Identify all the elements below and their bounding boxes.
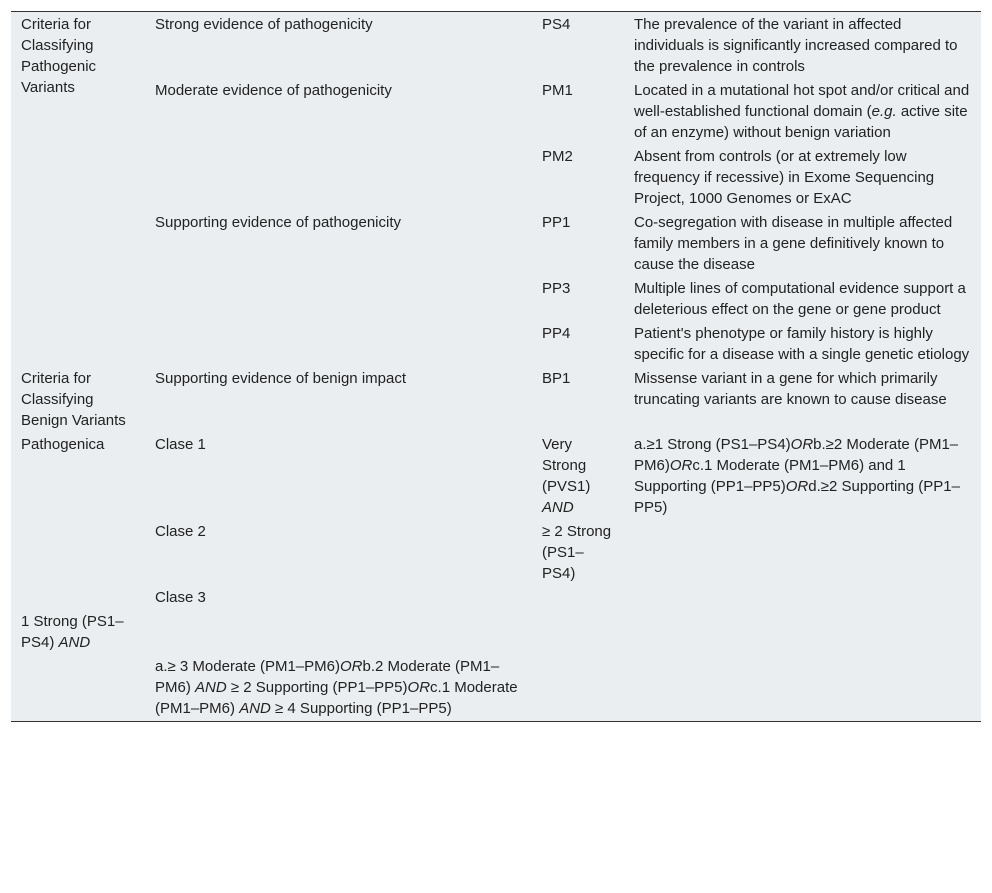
description-pp4: Patient's phenotype or family history is highly specific for a disease with a single genetic etiology xyxy=(634,325,970,363)
description-ps4: The prevalence of the variant in affected individuals is significantly increased compared to the prevalence in controls xyxy=(634,16,958,75)
code-ps4: PS4 xyxy=(542,16,571,33)
table-row xyxy=(11,655,981,721)
description-pp1: Co-segregation with disease in multiple affected family members in a gene definitively known to cause the disease xyxy=(634,214,953,273)
criteria-table-container xyxy=(11,11,981,722)
group-benign-criteria: Criteria for Classifying Benign Variants xyxy=(21,370,126,429)
table-row xyxy=(11,12,981,79)
clase1-label: Clase 1 xyxy=(155,436,206,453)
evidence-supporting: Supporting evidence of pathogenicity xyxy=(155,214,402,231)
clase1-criteria: a.≥1 Strong (PS1–PS4)ORb.≥2 Moderate (PM1–PM6)ORc.1 Moderate (PM1–PM6) and 1 Supporting (PP1–PP5)ORd.≥2 Supporting (PP1–PP5) xyxy=(634,436,960,516)
description-bp1: Missense variant in a gene for which primarily truncating variants are known to cause disease xyxy=(634,370,947,408)
code-pp1: PP1 xyxy=(542,214,571,231)
evidence-strong: Strong evidence of pathogenicity xyxy=(155,16,373,33)
clase3-requirement: 1 Strong (PS1–PS4) AND xyxy=(21,613,124,651)
description-pm1: Located in a mutational hot spot and/or critical and well-established functional domain (e.g. active site of an enzyme) without benign variation xyxy=(634,82,970,141)
code-bp1: BP1 xyxy=(542,370,571,387)
clase2-label: Clase 2 xyxy=(155,523,206,540)
code-pm2: PM2 xyxy=(542,148,573,165)
clase3-label: Clase 3 xyxy=(155,589,206,606)
table-row xyxy=(11,79,981,145)
group-pathogenic-criteria: Criteria for Classifying Pathogenic Variants xyxy=(21,16,97,96)
clase3-criteria: a.≥ 3 Moderate (PM1–PM6)ORb.2 Moderate (PM1–PM6) AND ≥ 2 Supporting (PP1–PP5)ORc.1 Moderate (PM1–PM6) AND ≥ 4 Supporting (PP1–PP5) xyxy=(155,658,518,717)
code-pp4: PP4 xyxy=(542,325,571,342)
code-pm1: PM1 xyxy=(542,82,573,99)
evidence-moderate: Moderate evidence of pathogenicity xyxy=(155,82,392,99)
clase1-requirement: Very Strong (PVS1) AND xyxy=(542,436,591,516)
code-pp3: PP3 xyxy=(542,280,571,297)
clase2-requirement: ≥ 2 Strong (PS1–PS4) xyxy=(542,523,612,582)
table-row xyxy=(11,211,981,277)
table-row xyxy=(11,367,981,433)
table-row xyxy=(11,610,981,655)
evidence-benign-supporting: Supporting evidence of benign impact xyxy=(155,370,407,387)
group-pathogenica: Pathogenica xyxy=(21,436,105,453)
description-pm2: Absent from controls (or at extremely low frequency if recessive) in Exome Sequencing Project, 1000 Genomes or ExAC xyxy=(634,148,935,207)
criteria-table xyxy=(11,12,981,721)
description-pp3: Multiple lines of computational evidence support a deleterious effect on the gene or gene product xyxy=(634,280,966,318)
table-row xyxy=(11,433,981,520)
